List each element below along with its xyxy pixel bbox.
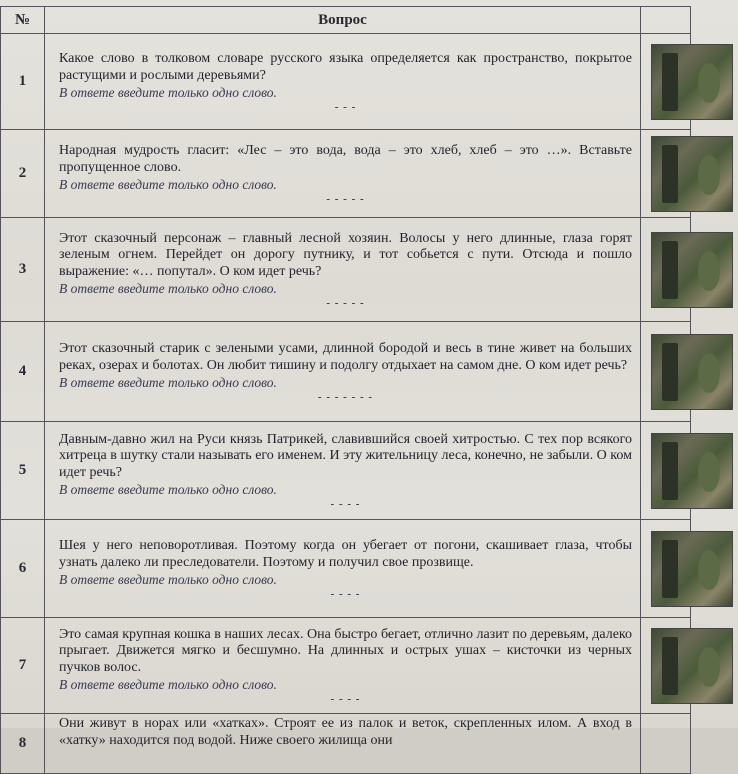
image-cell: [641, 130, 691, 218]
question-cell: [45, 322, 641, 422]
image-column-header: [641, 7, 691, 34]
row-number: 2: [1, 130, 45, 218]
question-cell: [45, 714, 641, 774]
image-cell: [641, 34, 691, 130]
answer-hint: В ответе введите только одно слово.: [59, 572, 277, 587]
row-number: 1: [1, 34, 45, 130]
table-row: [1, 618, 691, 714]
question-text: Они живут в норах или «хатках». Строят ее из палок и веток, скрепленных илом. А вход в «хатку» находится под водой. Ниже своего жилища они: [59, 716, 632, 748]
answer-dashes: - - - -: [330, 498, 361, 511]
question-text: Это самая крупная кошка в наших лесах. Она быстро бегает, отлично лазит по деревьям, далеко прыгает. Движется мягко и бесшумно. На длинных и острых ушах – кисточки из черных пучков волос.: [59, 626, 632, 675]
row-number: 8: [1, 714, 45, 774]
answer-hint: В ответе введите только одно слово.: [59, 281, 277, 297]
question-text: Шея у него неповоротливая. Поэтому когда он убегает от погони, скашивает глаза, чтобы узнать далеко ли преследователи. Поэтому и получил свое прозвище.: [59, 538, 632, 570]
row-number: 5: [1, 422, 45, 520]
table-row: [1, 520, 691, 618]
question-cell: [45, 422, 641, 520]
question-cell: [45, 520, 641, 618]
forest-photo: [651, 531, 733, 607]
image-cell: [641, 714, 691, 774]
question-cell: [45, 34, 641, 130]
forest-photo: [651, 433, 733, 509]
question-cell: [45, 618, 641, 714]
question-text: Давным-давно жил на Руси князь Патрикей, славившийся своей хитростью. С тех пор всякого хитреца в шутку стали называть его именем. И эту жительницу леса, конечно, не забыли. О ком идет речь?: [59, 431, 632, 480]
table-row: [1, 422, 691, 520]
answer-hint: В ответе введите только одно слово.: [59, 677, 277, 693]
table-header-row: [1, 7, 691, 34]
answer-dashes: - - - - -: [326, 297, 365, 310]
answer-hint: В ответе введите только одно слово.: [59, 177, 277, 192]
answer-dashes: - - - - -: [326, 193, 365, 205]
questions-table: [0, 6, 691, 774]
image-cell: [641, 422, 691, 520]
answer-dashes: - - -: [334, 101, 357, 113]
table-row: [1, 322, 691, 422]
row-number: 3: [1, 218, 45, 322]
question-cell: [45, 218, 641, 322]
forest-photo: [651, 136, 733, 212]
number-column-header: №: [1, 7, 45, 34]
forest-photo: [651, 334, 733, 410]
forest-photo: [651, 628, 733, 704]
forest-photo: [651, 232, 733, 308]
image-cell: [641, 520, 691, 618]
forest-photo: [651, 44, 733, 120]
table-row: [1, 34, 691, 130]
table-row: [1, 218, 691, 322]
answer-dashes: - - - -: [330, 588, 361, 600]
answer-dashes: - - - - - - -: [317, 391, 374, 403]
question-text: Народная мудрость гласит: «Лес – это вода, вода – это хлеб, хлеб – это …». Вставьте пропущенное слово.: [59, 143, 632, 175]
row-number: 4: [1, 322, 45, 422]
table-row: [1, 714, 691, 774]
question-column-header: Вопрос: [45, 7, 641, 34]
image-cell: [641, 618, 691, 714]
row-number: 7: [1, 618, 45, 714]
question-text: Этот сказочный персонаж – главный лесной хозяин. Волосы у него длинные, глаза горят зеленым огнем. Перейдет он дорогу путнику, и тот собьется с пути. Отсюда и пошло выражение: «… попутал». О ком идет речь?: [59, 230, 632, 279]
question-text: Этот сказочный старик с зелеными усами, длинной бородой и весь в тине живет на больших реках, озерах и болотах. Он любит тишину и подолгу отдыхает на самом дне. О ком идет речь?: [59, 341, 632, 373]
answer-hint: В ответе введите только одно слово.: [59, 85, 277, 100]
image-cell: [641, 218, 691, 322]
answer-hint: В ответе введите только одно слово.: [59, 375, 277, 390]
answer-dashes: - - - -: [330, 693, 361, 706]
answer-hint: В ответе введите только одно слово.: [59, 482, 277, 498]
row-number: 6: [1, 520, 45, 618]
table-row: [1, 130, 691, 218]
image-cell: [641, 322, 691, 422]
question-cell: [45, 130, 641, 218]
question-text: Какое слово в толковом словаре русского языка определяется как пространство, покрытое растущими и рослыми деревьями?: [59, 51, 632, 83]
